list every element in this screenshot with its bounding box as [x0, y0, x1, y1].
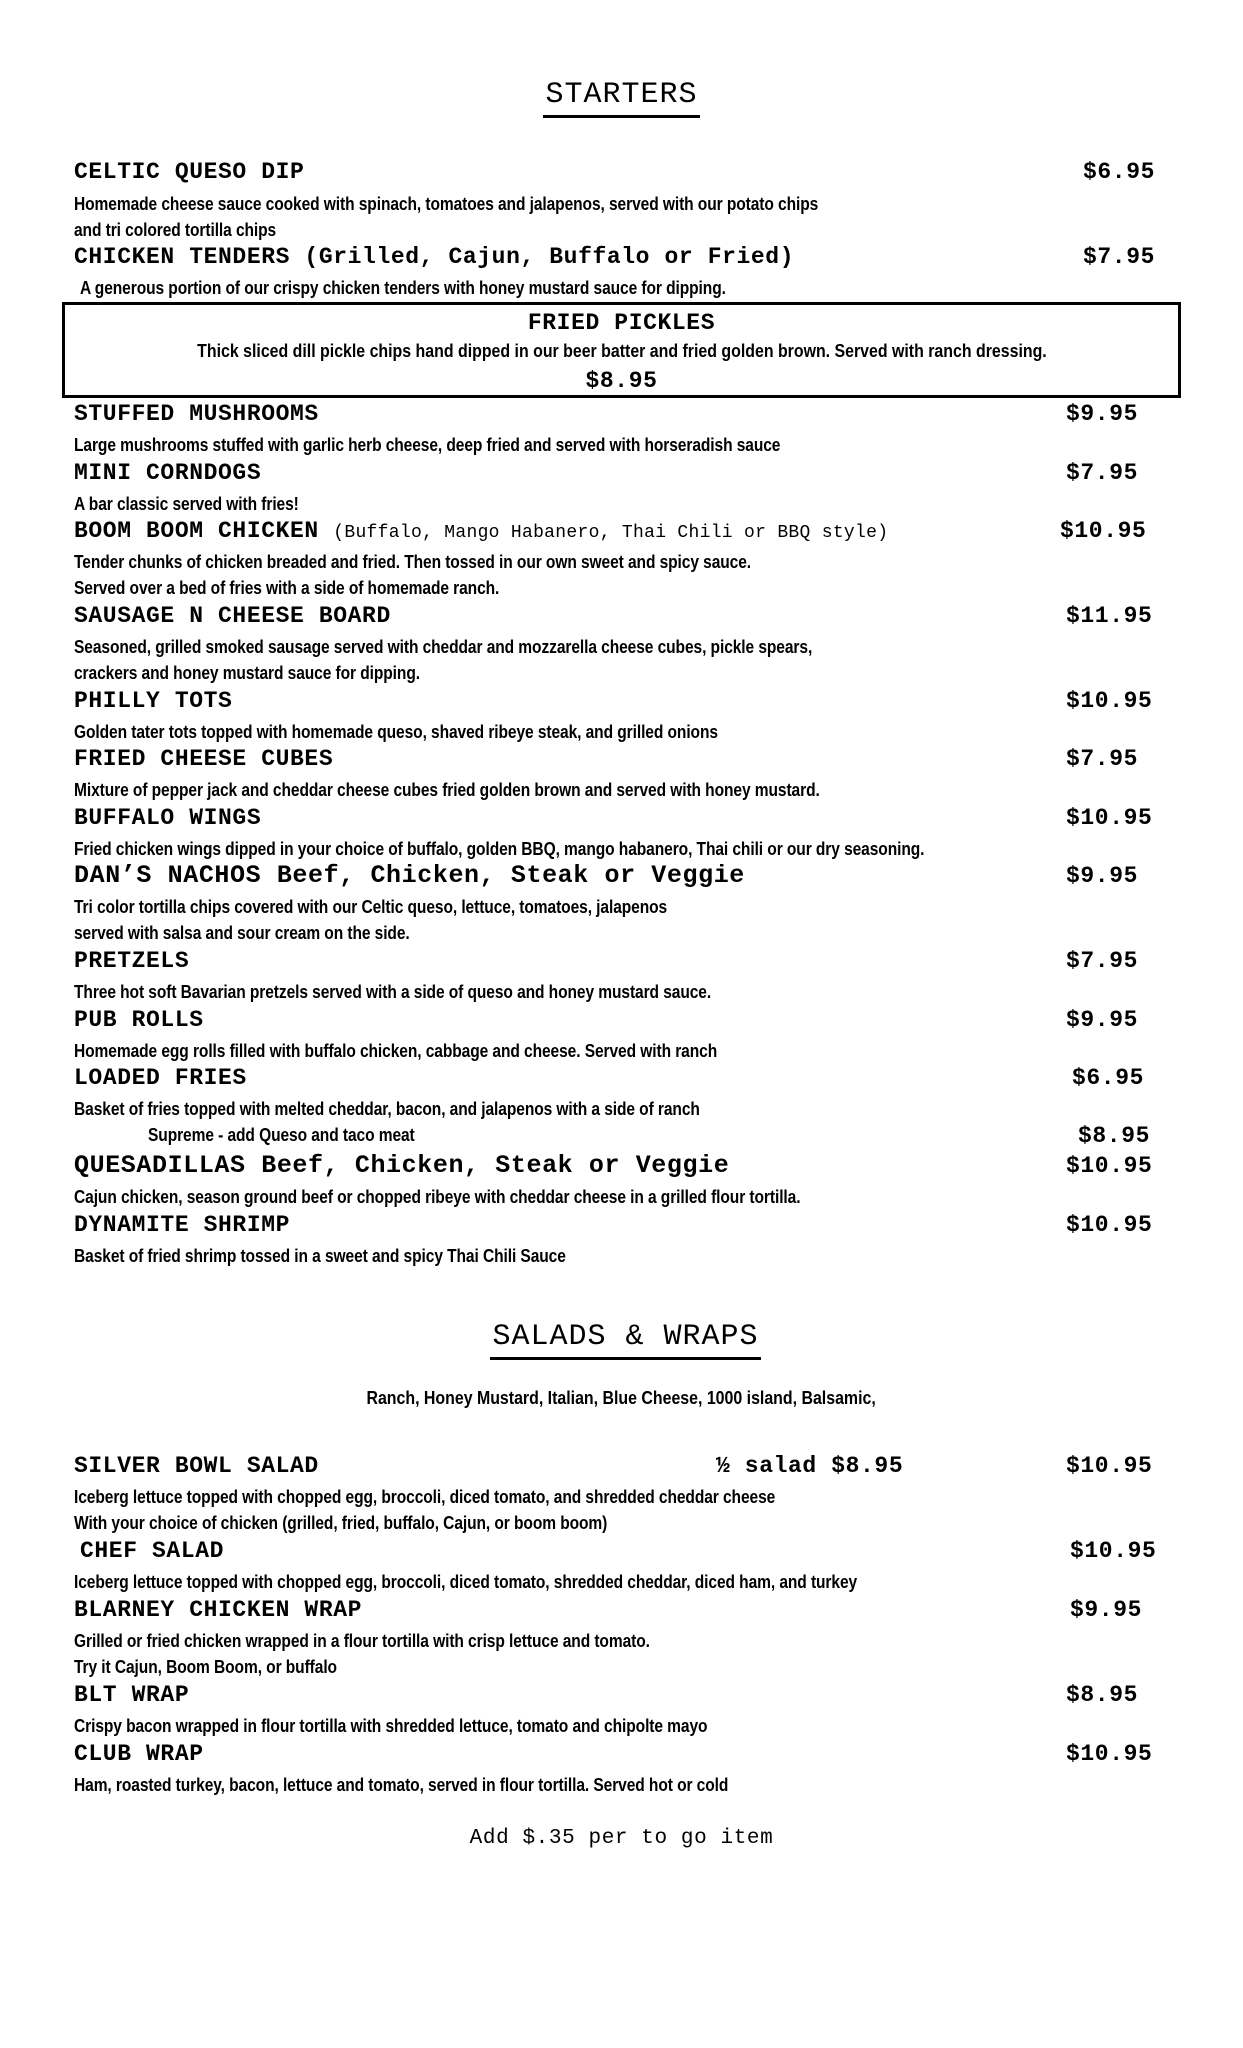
- item-price: $7.95: [1083, 244, 1156, 270]
- item-price: $11.95: [1066, 603, 1153, 629]
- item-name: SAUSAGE N CHEESE BOARD: [74, 603, 391, 629]
- item-name: DAN’S NACHOS Beef, Chicken, Steak or Veggie: [74, 861, 745, 890]
- starters-heading: STARTERS: [0, 78, 1243, 118]
- item-price: $10.95: [1060, 518, 1147, 544]
- featured-item-box: [62, 302, 1181, 398]
- item-name: PRETZELS: [74, 948, 190, 974]
- item-description: crackers and honey mustard sauce for dipping.: [74, 662, 420, 683]
- item-price: $10.95: [1070, 1538, 1157, 1564]
- item-name: DYNAMITE SHRIMP: [74, 1212, 291, 1238]
- item-name: QUESADILLAS Beef, Chicken, Steak or Veggie: [74, 1151, 730, 1180]
- item-name: BUFFALO WINGS: [74, 805, 262, 831]
- item-description: Grilled or fried chicken wrapped in a flour tortilla with crisp lettuce and tomato.: [74, 1630, 650, 1651]
- item-description: Seasoned, grilled smoked sausage served with cheddar and mozzarella cheese cubes, pickle spears,: [74, 636, 813, 657]
- half-salad-price: ½ salad $8.95: [716, 1453, 904, 1479]
- item-price: $10.95: [1066, 1153, 1153, 1179]
- item-price: $10.95: [1066, 1741, 1153, 1767]
- item-name: BLT WRAP: [74, 1682, 190, 1708]
- item-price: $8.95: [1066, 1682, 1139, 1708]
- item-description: Basket of fries topped with melted cheddar, bacon, and jalapenos with a side of ranch: [74, 1098, 700, 1119]
- item-name: BOOM BOOM CHICKEN (Buffalo, Mango Habanero, Thai Chili or BBQ style): [74, 518, 889, 544]
- item-price: $7.95: [1066, 746, 1139, 772]
- item-description: Crispy bacon wrapped in flour tortilla with shredded lettuce, tomato and chipolte mayo: [74, 1715, 708, 1736]
- item-description: Three hot soft Bavarian pretzels served with a side of queso and honey mustard sauce.: [74, 981, 712, 1002]
- item-name: FRIED CHEESE CUBES: [74, 746, 334, 772]
- featured-item-price: $8.95: [585, 368, 658, 394]
- item-name: PHILLY TOTS: [74, 688, 233, 714]
- item-price: $7.95: [1066, 460, 1139, 486]
- item-price: $9.95: [1070, 1597, 1143, 1623]
- item-description: A bar classic served with fries!: [74, 493, 299, 514]
- item-sub-price: $8.95: [1078, 1123, 1151, 1149]
- item-description: Tri color tortilla chips covered with our Celtic queso, lettuce, tomatoes, jalapenos: [74, 896, 668, 917]
- item-description: Iceberg lettuce topped with chopped egg, broccoli, diced tomato, shredded cheddar, diced ham, and turkey: [74, 1571, 858, 1592]
- item-description: served with salsa and sour cream on the side.: [74, 922, 410, 943]
- item-name: CHEF SALAD: [80, 1538, 225, 1564]
- item-price: $7.95: [1066, 948, 1139, 974]
- item-description: Iceberg lettuce topped with chopped egg, broccoli, diced tomato, and shredded cheddar cheese: [74, 1486, 776, 1507]
- item-description: Homemade egg rolls filled with buffalo chicken, cabbage and cheese. Served with ranch: [74, 1040, 718, 1061]
- item-price: $10.95: [1066, 1212, 1153, 1238]
- item-name: LOADED FRIES: [74, 1065, 247, 1091]
- item-name: BLARNEY CHICKEN WRAP: [74, 1597, 363, 1623]
- item-description: Cajun chicken, season ground beef or chopped ribeye with cheddar cheese in a grilled flour tortilla.: [74, 1186, 801, 1207]
- to-go-note: Add $.35 per to go item: [469, 1827, 774, 1850]
- item-price: $9.95: [1066, 1007, 1139, 1033]
- item-name: MINI CORNDOGS: [74, 460, 262, 486]
- featured-item-description: Thick sliced dill pickle chips hand dipped in our beer batter and fried golden brown. Served with ranch dressing.: [196, 340, 1047, 361]
- item-price: $6.95: [1083, 159, 1156, 185]
- item-name: STUFFED MUSHROOMS: [74, 401, 319, 427]
- item-price: $9.95: [1066, 401, 1139, 427]
- dressings-list: Ranch, Honey Mustard, Italian, Blue Cheese, 1000 island, Balsamic,: [366, 1387, 877, 1408]
- item-price: $10.95: [1066, 1453, 1153, 1479]
- item-description: Large mushrooms stuffed with garlic herb cheese, deep fried and served with horseradish sauce: [74, 434, 781, 455]
- item-sub-option: Supreme - add Queso and taco meat: [148, 1124, 415, 1145]
- item-note: (Buffalo, Mango Habanero, Thai Chili or BBQ style): [333, 523, 889, 543]
- item-name: CLUB WRAP: [74, 1741, 204, 1767]
- salads-heading: SALADS & WRAPS: [0, 1320, 1243, 1360]
- item-description: Mixture of pepper jack and cheddar cheese cubes fried golden brown and served with honey mustard.: [74, 779, 820, 800]
- item-price: $10.95: [1066, 805, 1153, 831]
- item-description: and tri colored tortilla chips: [74, 219, 277, 240]
- item-description: A generous portion of our crispy chicken tenders with honey mustard sauce for dipping.: [80, 277, 726, 298]
- item-description: Fried chicken wings dipped in your choice of buffalo, golden BBQ, mango habanero, Thai chili or our dry seasoning.: [74, 838, 925, 859]
- item-description: Golden tater tots topped with homemade queso, shaved ribeye steak, and grilled onions: [74, 721, 718, 742]
- item-description: Tender chunks of chicken breaded and fried. Then tossed in our own sweet and spicy sauce.: [74, 551, 752, 572]
- item-name: CHICKEN TENDERS (Grilled, Cajun, Buffalo or Fried): [74, 244, 795, 270]
- item-price: $9.95: [1066, 863, 1139, 889]
- item-description: Ham, roasted turkey, bacon, lettuce and tomato, served in flour tortilla. Served hot or cold: [74, 1774, 729, 1795]
- item-description: Try it Cajun, Boom Boom, or buffalo: [74, 1656, 337, 1677]
- item-description: Homemade cheese sauce cooked with spinach, tomatoes and jalapenos, served with our potato chips: [74, 193, 819, 214]
- item-description: With your choice of chicken (grilled, fried, buffalo, Cajun, or boom boom): [74, 1512, 608, 1533]
- item-description: Served over a bed of fries with a side of homemade ranch.: [74, 577, 500, 598]
- item-price: $10.95: [1066, 688, 1153, 714]
- item-name: PUB ROLLS: [74, 1007, 204, 1033]
- item-name: CELTIC QUESO DIP: [74, 159, 305, 185]
- featured-item-name: FRIED PICKLES: [527, 310, 716, 336]
- item-name: SILVER BOWL SALAD: [74, 1453, 319, 1479]
- item-price: $6.95: [1072, 1065, 1145, 1091]
- item-description: Basket of fried shrimp tossed in a sweet and spicy Thai Chili Sauce: [74, 1245, 566, 1266]
